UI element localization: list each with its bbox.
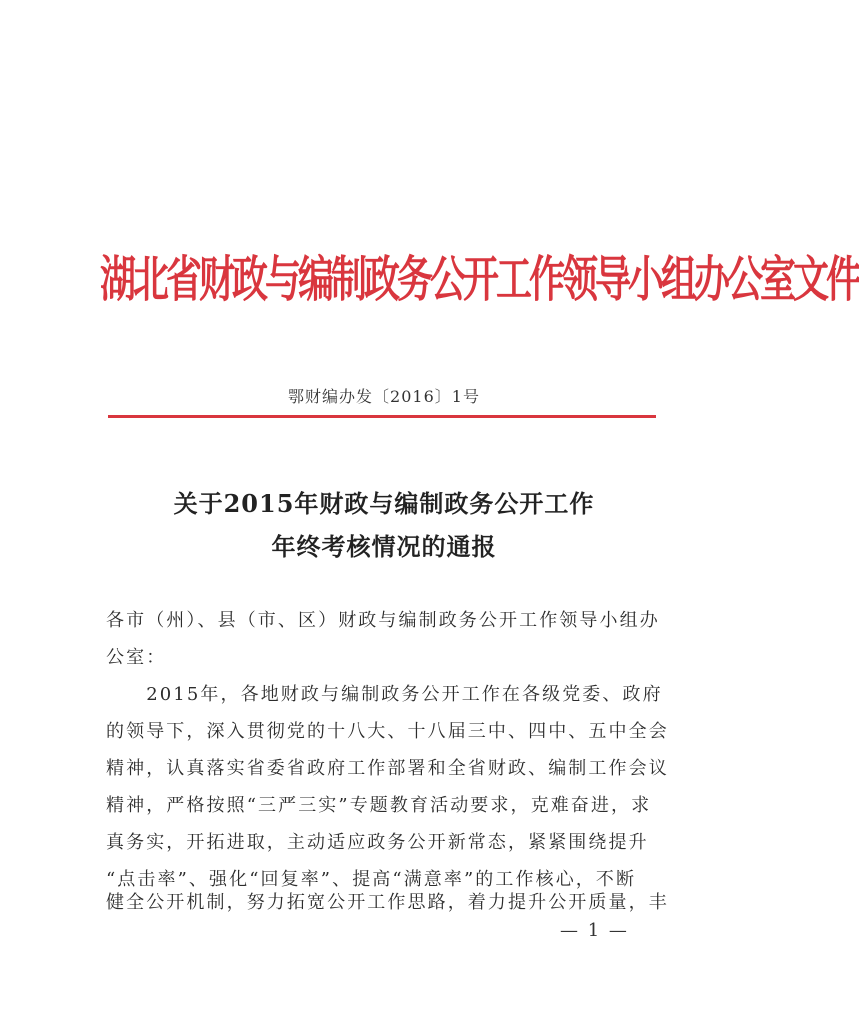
page-number: — 1 —	[560, 920, 629, 941]
body-line-7: 真务实，开拓进取，主动适应政务公开新常态，紧紧围绕提升	[106, 832, 649, 853]
issuer-red-header: 湖北省财政与编制政务公开工作领导小组办公室文件	[100, 251, 859, 309]
body-line-6: 精神，严格按照“三严三实”专题教育活动要求，克难奋进，求	[106, 795, 652, 816]
body-line-2: 公室：	[106, 647, 167, 668]
document-title-line-2: 年终考核情况的通报	[271, 532, 497, 561]
body-line-5: 精神，认真落实省委省政府工作部署和全省财政、编制工作会议	[106, 758, 669, 779]
body-line-3: 2015年，各地财政与编制政务公开工作在各级党委、政府	[106, 684, 663, 705]
body-line-8: “点击率”、强化“回复率”、提高“满意率”的工作核心，不断	[106, 869, 637, 890]
body-line-1: 各市（州）、县（市、区）财政与编制政务公开工作领导小组办	[106, 610, 660, 631]
document-number: 鄂财编办发〔2016〕1号	[288, 387, 480, 406]
body-line-9: 健全公开机制，努力拓宽公开工作思路，着力提升公开质量，丰	[106, 892, 669, 913]
body-line-4: 的领导下，深入贯彻党的十八大、十八届三中、四中、五中全会	[106, 721, 669, 742]
document-title-line-1: 关于2015年财政与编制政务公开工作	[173, 489, 595, 518]
red-divider-line	[108, 415, 656, 418]
